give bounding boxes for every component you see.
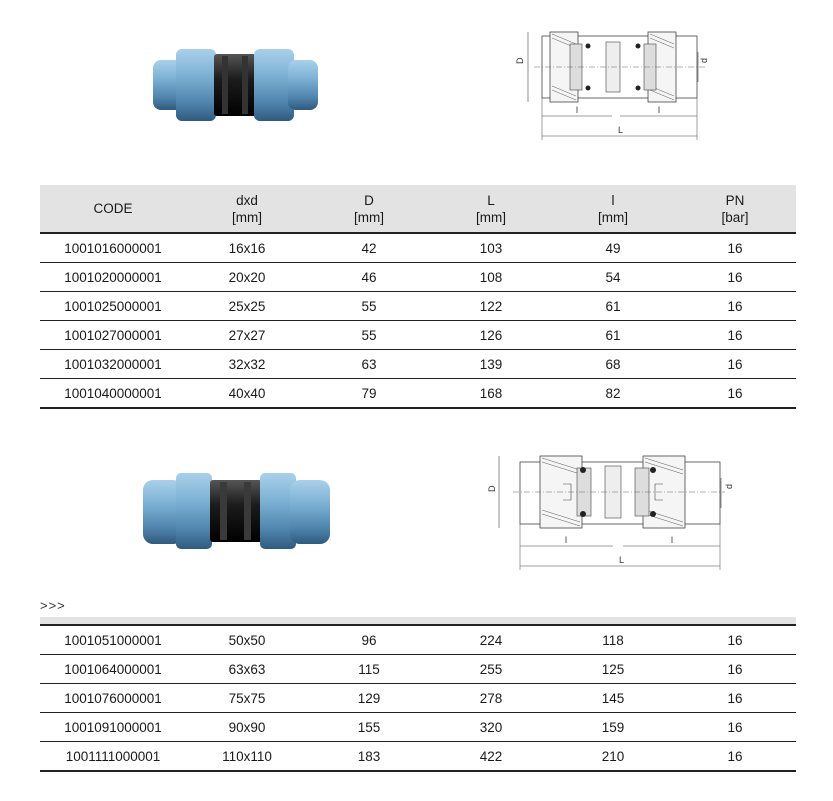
diagram-label-d: d — [699, 57, 709, 63]
cell-D: 129 — [308, 684, 430, 713]
diagram2-label-d: d — [724, 483, 734, 489]
cell-code: 1001016000001 — [40, 233, 186, 263]
cell-D: 42 — [308, 233, 430, 263]
header-bar-cell — [40, 617, 186, 625]
header-bar-cell — [430, 617, 552, 625]
cell-l: 54 — [552, 263, 674, 292]
cell-D: 183 — [308, 742, 430, 772]
cell-l: 210 — [552, 742, 674, 772]
cell-l: 125 — [552, 655, 674, 684]
cell-L: 126 — [430, 321, 552, 350]
cell-dxd: 110x110 — [186, 742, 308, 772]
coupling-spec-table-small-sizes — [40, 185, 796, 409]
cell-D: 55 — [308, 292, 430, 321]
cell-PN: 16 — [674, 379, 796, 409]
header-dxd: dxd [mm] — [186, 185, 308, 233]
cell-dxd: 27x27 — [186, 321, 308, 350]
header-bar-cell — [552, 617, 674, 625]
cell-l: 82 — [552, 379, 674, 409]
cell-L: 122 — [430, 292, 552, 321]
header-l: l [mm] — [552, 185, 674, 233]
table-header-bar — [40, 617, 796, 625]
cell-code: 1001091000001 — [40, 713, 186, 742]
diagram-label-l-right: l — [658, 105, 660, 115]
table-row — [40, 625, 796, 655]
cell-PN: 16 — [674, 684, 796, 713]
cell-L: 108 — [430, 263, 552, 292]
cell-dxd: 90x90 — [186, 713, 308, 742]
header-code: CODE — [40, 185, 186, 233]
diagram2-label-D: D — [487, 485, 497, 492]
cell-code: 1001064000001 — [40, 655, 186, 684]
cell-dxd: 16x16 — [186, 233, 308, 263]
table-row — [40, 379, 796, 409]
table-row — [40, 321, 796, 350]
cell-D: 46 — [308, 263, 430, 292]
cell-code: 1001111000001 — [40, 742, 186, 772]
cell-PN: 16 — [674, 655, 796, 684]
cell-code: 1001051000001 — [40, 625, 186, 655]
table-row — [40, 263, 796, 292]
cell-L: 278 — [430, 684, 552, 713]
cell-PN: 16 — [674, 625, 796, 655]
diagram2-label-l-right: l — [671, 535, 673, 545]
cell-L: 103 — [430, 233, 552, 263]
header-bar-cell — [674, 617, 796, 625]
cell-dxd: 25x25 — [186, 292, 308, 321]
cell-l: 49 — [552, 233, 674, 263]
cell-D: 55 — [308, 321, 430, 350]
cell-l: 159 — [552, 713, 674, 742]
cell-PN: 16 — [674, 742, 796, 772]
cell-PN: 16 — [674, 713, 796, 742]
cell-L: 139 — [430, 350, 552, 379]
cell-l: 118 — [552, 625, 674, 655]
cell-l: 61 — [552, 321, 674, 350]
coupling-product-image-small — [150, 44, 322, 126]
cell-D: 115 — [308, 655, 430, 684]
cell-D: 63 — [308, 350, 430, 379]
cell-l: 145 — [552, 684, 674, 713]
table-row — [40, 350, 796, 379]
cell-D: 79 — [308, 379, 430, 409]
cell-L: 224 — [430, 625, 552, 655]
cell-PN: 16 — [674, 263, 796, 292]
cell-PN: 16 — [674, 321, 796, 350]
cell-PN: 16 — [674, 233, 796, 263]
header-PN: PN [bar] — [674, 185, 796, 233]
cell-dxd: 32x32 — [186, 350, 308, 379]
coupling-product-image-large — [140, 470, 332, 552]
cell-dxd: 20x20 — [186, 263, 308, 292]
diagram-label-l-left: l — [576, 105, 578, 115]
cell-D: 96 — [308, 625, 430, 655]
cell-l: 68 — [552, 350, 674, 379]
table-row — [40, 292, 796, 321]
diagram2-label-L: L — [619, 555, 625, 565]
cell-dxd: 75x75 — [186, 684, 308, 713]
diagram2-label-l-left: l — [565, 535, 567, 545]
cell-D: 155 — [308, 713, 430, 742]
cell-code: 1001020000001 — [40, 263, 186, 292]
table-row — [40, 684, 796, 713]
cell-L: 255 — [430, 655, 552, 684]
header-D: D [mm] — [308, 185, 430, 233]
cell-code: 1001032000001 — [40, 350, 186, 379]
coupling-spec-table-large-sizes — [40, 617, 796, 772]
cell-L: 168 — [430, 379, 552, 409]
continuation-marker: >>> — [40, 598, 66, 613]
coupling-cross-section-diagram-small — [510, 24, 710, 142]
cell-PN: 16 — [674, 350, 796, 379]
table-header-row — [40, 185, 796, 233]
cell-L: 422 — [430, 742, 552, 772]
table-row — [40, 233, 796, 263]
diagram-label-D: D — [515, 57, 525, 64]
cell-code: 1001025000001 — [40, 292, 186, 321]
header-bar-cell — [186, 617, 308, 625]
header-L: L [mm] — [430, 185, 552, 233]
cell-PN: 16 — [674, 292, 796, 321]
cell-dxd: 50x50 — [186, 625, 308, 655]
cell-code: 1001040000001 — [40, 379, 186, 409]
header-bar-cell — [308, 617, 430, 625]
table-row — [40, 655, 796, 684]
cell-code: 1001027000001 — [40, 321, 186, 350]
cell-dxd: 63x63 — [186, 655, 308, 684]
cell-dxd: 40x40 — [186, 379, 308, 409]
table-row — [40, 742, 796, 772]
table-row — [40, 713, 796, 742]
diagram-label-L: L — [618, 125, 624, 135]
cell-l: 61 — [552, 292, 674, 321]
cell-L: 320 — [430, 713, 552, 742]
coupling-cross-section-diagram-large — [485, 448, 735, 572]
cell-code: 1001076000001 — [40, 684, 186, 713]
